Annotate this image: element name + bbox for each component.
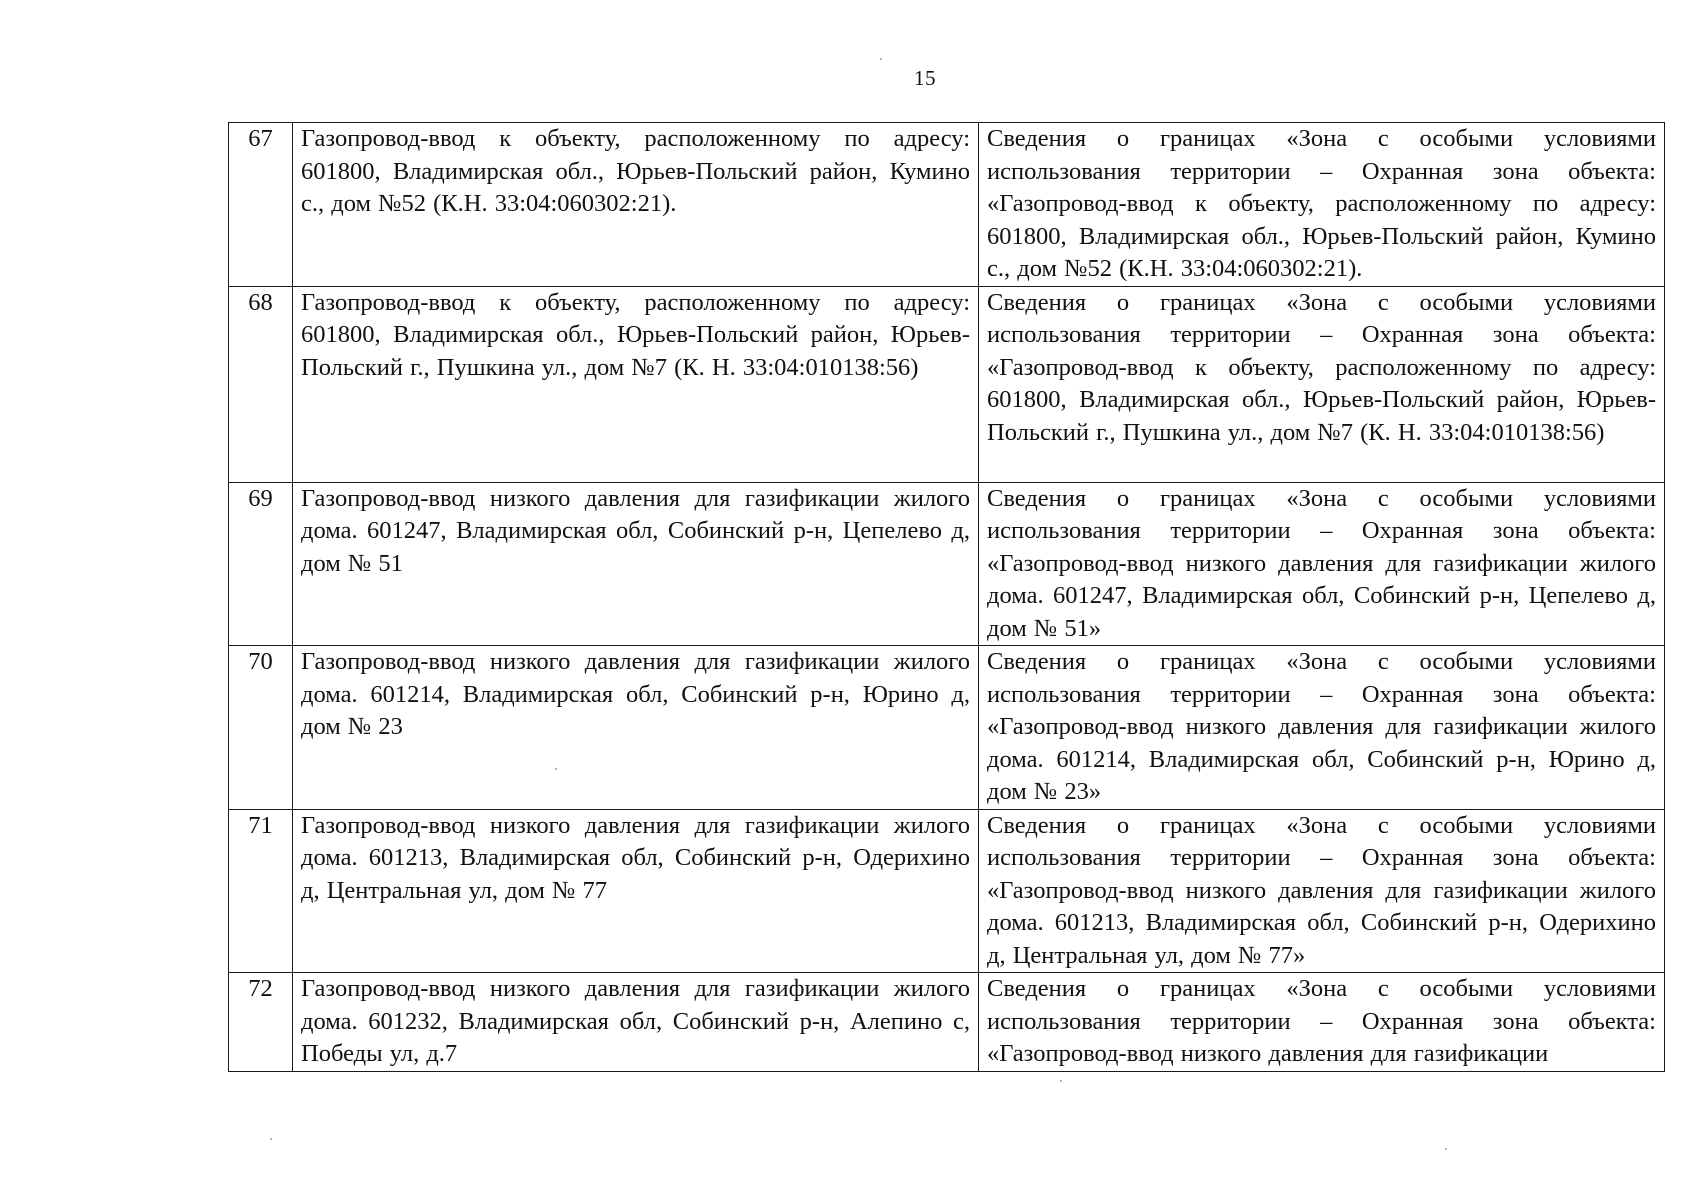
zone-info-cell: Сведения о границах «Зона с особыми условиями использования территории – Охранная зона объекта: «Газопровод-ввод к объекту, расположенному по адресу: 601800, Владимирская обл., Юрьев-Польский район, Кумино с., дом №52 (К.Н. 33:04:060302:21). bbox=[979, 123, 1665, 287]
zone-info-cell: Сведения о границах «Зона с особыми условиями использования территории – Охранная зона объекта: «Газопровод-ввод низкого давления для газификации жилого дома. 601214, Владимирская обл, Собинский р-н, Юрино д, дом № 23» bbox=[979, 646, 1665, 810]
scan-speck bbox=[270, 1138, 272, 1140]
table-row bbox=[229, 123, 1665, 287]
table-row bbox=[229, 482, 1665, 646]
object-cell: Газопровод-ввод низкого давления для газификации жилого дома. 601213, Владимирская обл, Собинский р-н, Одерихино д, Центральная ул, дом № 77 bbox=[293, 809, 979, 973]
zone-info-cell: Сведения о границах «Зона с особыми условиями использования территории – Охранная зона объекта: «Газопровод-ввод низкого давления для газификации жилого дома. 601213, Владимирская обл, Собинский р-н, Одерихино д, Центральная ул, дом № 77» bbox=[979, 809, 1665, 973]
row-number-cell: 67 bbox=[229, 123, 293, 287]
object-cell: Газопровод-ввод к объекту, расположенному по адресу: 601800, Владимирская обл., Юрьев-Польский район, Кумино с., дом №52 (К.Н. 33:04:060302:21). bbox=[293, 123, 979, 287]
zone-info-cell: Сведения о границах «Зона с особыми условиями использования территории – Охранная зона объекта: «Газопровод-ввод к объекту, расположенному по адресу: 601800, Владимирская обл., Юрьев-Польский район, Юрьев-Польский г., Пушкина ул., дом №7 (К. Н. 33:04:010138:56) bbox=[979, 286, 1665, 482]
zone-info-cell: Сведения о границах «Зона с особыми условиями использования территории – Охранная зона объекта: «Газопровод-ввод низкого давления для газификации жилого дома. 601247, Владимирская обл, Собинский р-н, Цепелево д, дом № 51» bbox=[979, 482, 1665, 646]
scan-speck bbox=[880, 58, 882, 60]
scan-speck bbox=[555, 768, 557, 770]
zones-table bbox=[228, 122, 1665, 1072]
zone-info-cell: Сведения о границах «Зона с особыми условиями использования территории – Охранная зона объекта: «Газопровод-ввод низкого давления для газификации bbox=[979, 973, 1665, 1072]
object-cell: Газопровод-ввод к объекту, расположенному по адресу: 601800, Владимирская обл., Юрьев-Польский район, Юрьев-Польский г., Пушкина ул., дом №7 (К. Н. 33:04:010138:56) bbox=[293, 286, 979, 482]
scan-speck bbox=[1060, 1080, 1062, 1082]
table-row bbox=[229, 286, 1665, 482]
object-cell: Газопровод-ввод низкого давления для газификации жилого дома. 601247, Владимирская обл, Собинский р-н, Цепелево д, дом № 51 bbox=[293, 482, 979, 646]
row-number-cell: 71 bbox=[229, 809, 293, 973]
object-cell: Газопровод-ввод низкого давления для газификации жилого дома. 601214, Владимирская обл, Собинский р-н, Юрино д, дом № 23 bbox=[293, 646, 979, 810]
row-number-cell: 70 bbox=[229, 646, 293, 810]
object-cell: Газопровод-ввод низкого давления для газификации жилого дома. 601232, Владимирская обл, Собинский р-н, Алепино с, Победы ул, д.7 bbox=[293, 973, 979, 1072]
row-number-cell: 69 bbox=[229, 482, 293, 646]
table-row bbox=[229, 809, 1665, 973]
scan-speck bbox=[1445, 1148, 1447, 1150]
row-number-cell: 72 bbox=[229, 973, 293, 1072]
page-number: 15 bbox=[914, 66, 936, 90]
table-row bbox=[229, 646, 1665, 810]
table-row bbox=[229, 973, 1665, 1072]
row-number-cell: 68 bbox=[229, 286, 293, 482]
